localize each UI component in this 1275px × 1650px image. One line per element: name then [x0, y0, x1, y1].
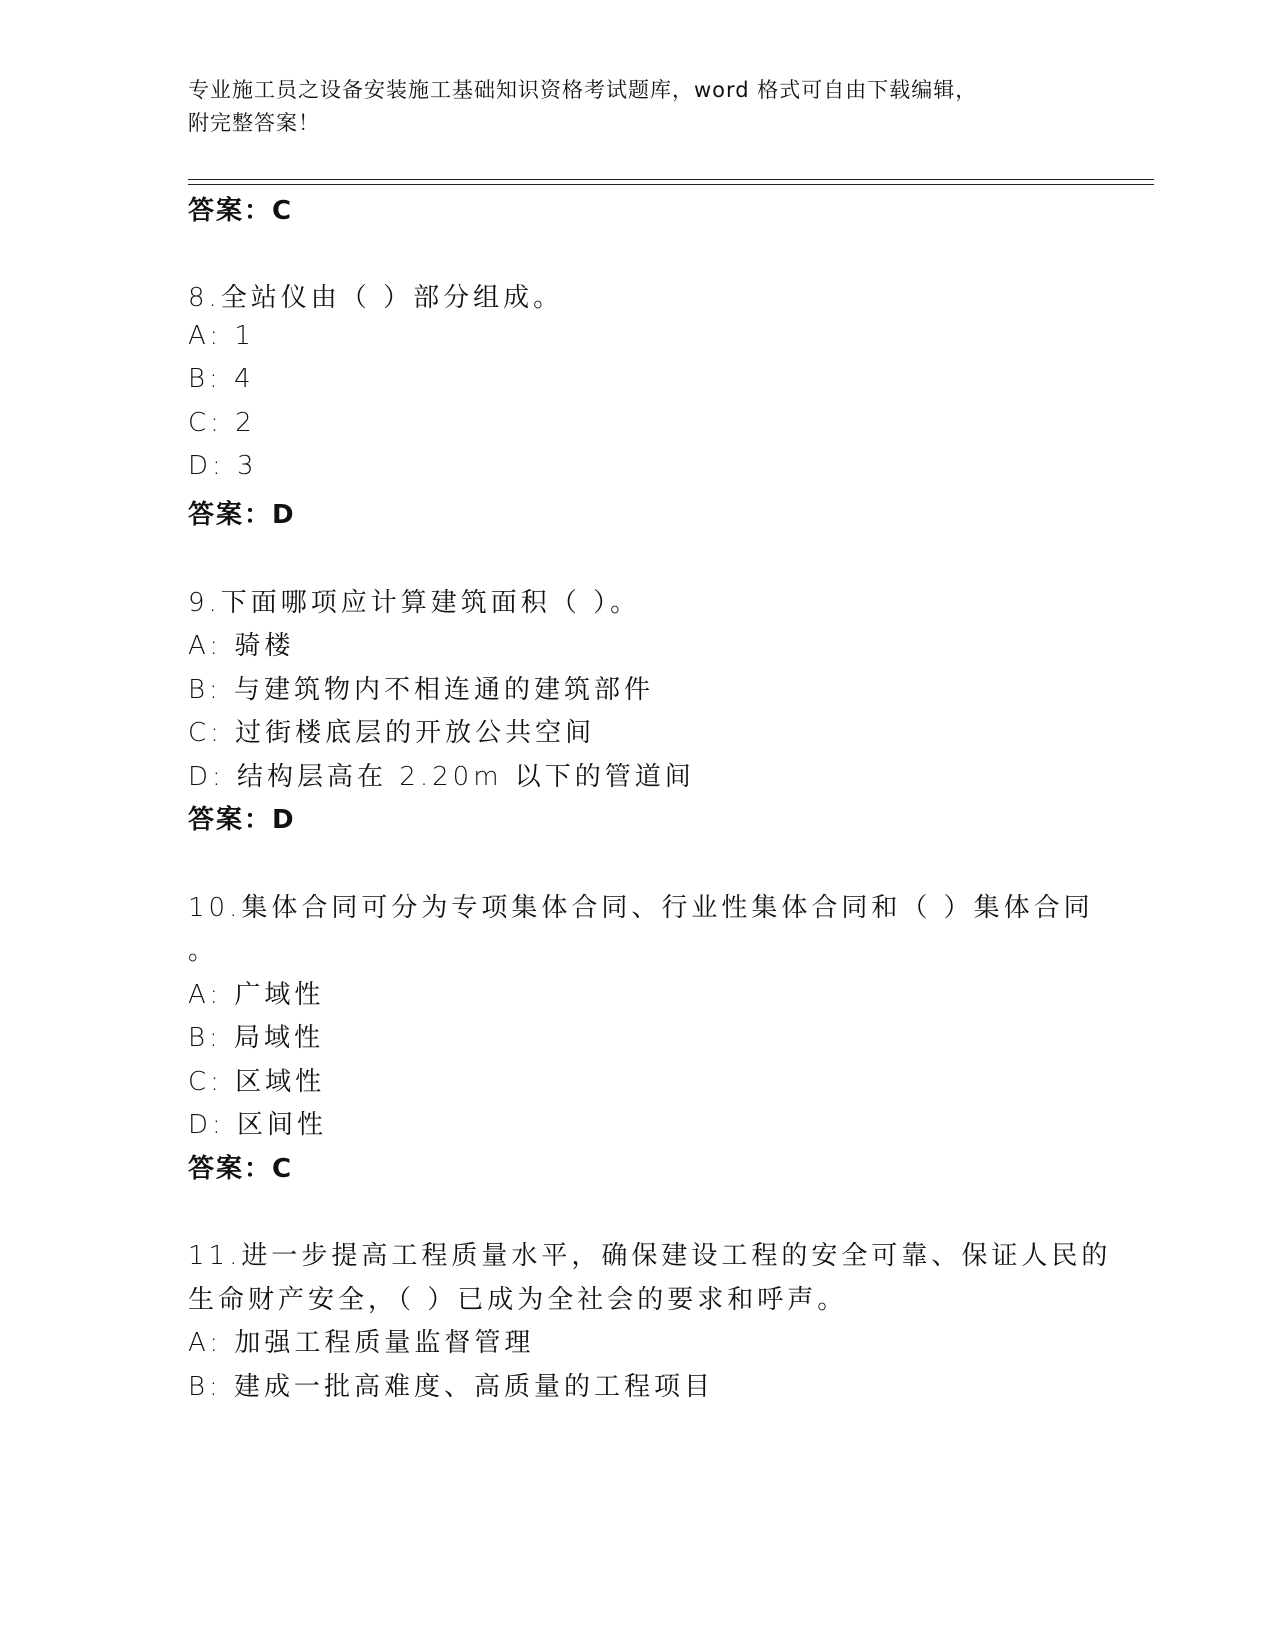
header-rule-top	[188, 179, 1154, 180]
question-10-option-d: D: 区间性	[188, 1110, 328, 1140]
question-10-option-c: C: 区域性	[188, 1067, 326, 1097]
question-9-option-d: D: 结构层高在 2.20m 以下的管道间	[188, 762, 695, 792]
question-10-option-a: A: 广域性	[188, 980, 325, 1010]
question-8-option-a: A: 1	[188, 321, 255, 351]
question-11-stem-line-1: 11.进一步提高工程质量水平，确保建设工程的安全可靠、保证人民的	[188, 1241, 1112, 1271]
question-9-option-b: B: 与建筑物内不相连通的建筑部件	[188, 675, 655, 705]
question-8-option-c: C: 2	[188, 408, 256, 438]
question-10-option-b: B: 局域性	[188, 1023, 325, 1053]
question-8-option-d: D: 3	[188, 451, 258, 481]
question-10-stem-line-2: 。	[188, 936, 219, 966]
previous-answer: 答案：C	[188, 196, 294, 226]
question-9-option-c: C: 过街楼底层的开放公共空间	[188, 718, 596, 748]
header-rule-bottom	[188, 184, 1154, 185]
question-10-stem-line-1: 10.集体合同可分为专项集体合同、行业性集体合同和（ ）集体合同	[188, 893, 1094, 923]
question-9-option-a: A: 骑楼	[188, 631, 295, 661]
question-11-stem-line-2: 生命财产安全，（ ）已成为全社会的要求和呼声。	[188, 1285, 848, 1315]
question-8-stem: 8.全站仪由（ ）部分组成。	[188, 283, 564, 313]
question-9-answer: 答案：D	[188, 805, 296, 835]
header-line-1: 专业施工员之设备安装施工基础知识资格考试题库，word 格式可自由下载编辑，	[188, 78, 978, 102]
question-9-stem: 9.下面哪项应计算建筑面积（ ）。	[188, 588, 641, 618]
question-8-option-b: B: 4	[188, 364, 255, 394]
header-line-2: 附完整答案！	[188, 111, 320, 135]
question-11-option-a: A: 加强工程质量监督管理	[188, 1328, 535, 1358]
document-header	[188, 74, 1088, 140]
question-10-answer: 答案：C	[188, 1154, 294, 1184]
question-8-answer: 答案：D	[188, 500, 296, 530]
question-11-option-b: B: 建成一批高难度、高质量的工程项目	[188, 1372, 715, 1402]
